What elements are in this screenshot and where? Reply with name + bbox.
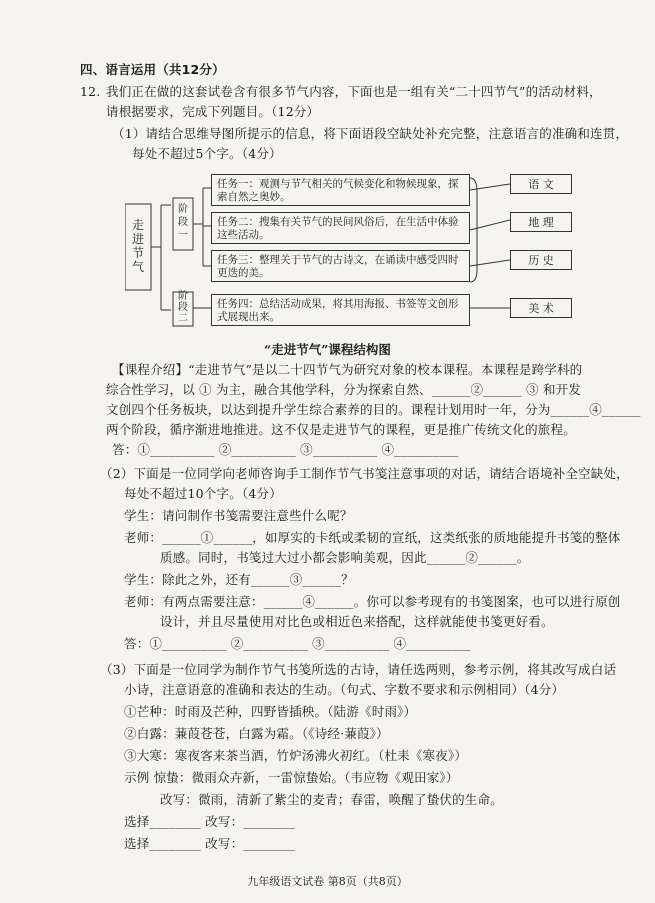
mind-map-diagram (125, 170, 595, 330)
part1-prompt-line1: （1）请结合思维导图所提示的信息，将下面语段空缺处补充完整，注意语言的准确和连贯， (112, 126, 629, 141)
subject-history: 历 史 (510, 250, 572, 270)
subject-chinese: 语 文 (510, 174, 572, 194)
poem3: ③大寒：寒夜客来茶当酒，竹炉汤沸火初红。（杜耒《寒夜》） (124, 748, 468, 763)
stage2-node: 阶段二 (178, 291, 188, 324)
task4-box: 任务四：总结活动成果，将其用海报、书签等文创形式展现出来。 (211, 294, 470, 326)
part3-prompt-line2: 小诗，注意语意的准确和表达的生动。（句式、字数不要求和示例相同）（4分） (124, 682, 565, 697)
part1-prompt-line2: 每处不超过5个字。（4分） (132, 146, 282, 161)
dialog-line5: 老师：有两点需要注意：______④______。你可以参考现有的书笺图案，也可以进行原创 (124, 594, 621, 609)
diagram-caption: “走进节气”课程结构图 (264, 342, 391, 357)
part3-prompt-line1: （3）下面是一位同学为制作节气书笺所选的古诗，请任选两则，参考示例，将其改写成白话 (100, 662, 617, 677)
dialog-line3: 质感。同时，书笺过大过小都会影响美观，因此______②______。 (160, 550, 530, 565)
page-footer: 九年级语文试卷 第8页（共8页） (247, 875, 408, 888)
dialog-line4: 学生：除此之外，还有______③______？ (124, 572, 354, 587)
poem1: ①芒种：时雨及芒种，四野皆插秧。（陆游《时雨》） (124, 704, 417, 719)
example-line2: 改写：微雨，清新了紫尘的麦青；春雷，唤醒了蛰伏的生命。 (160, 792, 503, 807)
question-number: 12. (80, 84, 101, 99)
part2-prompt-line1: （2）下面是一位同学向老师咨询手工制作节气书笺注意事项的对话，请结合语境补全空缺处， (100, 466, 629, 481)
task3-box: 任务三：整理关于节气的古诗文，在诵读中感受四时更迭的美。 (211, 250, 470, 282)
part3-answer1: 选择________ 改写：________ (124, 814, 295, 829)
poem2: ②白露：蒹葭苍苍，白露为霜。（《诗经·蒹葭》） (124, 726, 389, 741)
subject-geography: 地 理 (510, 212, 572, 232)
center-node: 走进节气 (131, 218, 144, 274)
stage1-node: 阶段一 (178, 204, 188, 241)
dialog-line2: 老师：______①______，如厚实的卡纸或柔韧的宣纸，这类纸张的质地能提升书笺的整体 (124, 530, 621, 545)
part2-answer-line: 答：①__________ ②__________ ③__________ ④__________ (124, 636, 471, 651)
task2-box: 任务二：搜集有关节气的民间风俗后，在生活中体验这些活动。 (211, 212, 470, 244)
part1-para-line4: 两个阶段，循序渐进地推进。这不仅是走进节气的课程，更是推广传统文化的旅程。 (106, 422, 576, 437)
section-header: 四、语言运用（共12分） (80, 62, 225, 77)
part2-prompt-line2: 每处不超过10个字。（4分） (124, 486, 282, 501)
part3-answer2: 选择________ 改写：________ (124, 836, 295, 851)
dialog-line1: 学生：请问制作书笺需要注意些什么呢？ (124, 508, 353, 523)
part1-para-line3: 文创四个任务板块，以达到提升学生综合素养的目的。课程计划用时一年，分为______④______ (106, 402, 641, 417)
task1-box: 任务一：观测与节气相关的气候变化和物候现象，探索自然之奥妙。 (211, 174, 470, 206)
dialog-line6: 设计，并且尽量使用对比色或相近色来搭配，这样就能使书笺更好看。 (160, 614, 554, 629)
part1-para-line1: 【课程介绍】“走进节气”是以二十四节气为研究对象的校本课程。本课程是跨学科的 (112, 362, 583, 377)
question-intro-line1: 我们正在做的这套试卷含有很多节气内容，下面也是一组有关“二十四节气”的活动材料， (106, 84, 602, 99)
part1-answer-line: 答：①__________ ②__________ ③__________ ④__________ (112, 442, 459, 457)
subject-art: 美 术 (510, 298, 572, 318)
example-line1: 示例 惊蛰：微雨众卉新，一雷惊蛰始。（韦应物《观田家》） (124, 770, 459, 785)
question-intro-line2: 请根据要求，完成下列题目。（12分） (106, 104, 320, 119)
part1-para-line2: 综合性学习，以 ① 为主，融合其他学科，分为探索自然、______②______ ③ 和开发 (106, 382, 582, 397)
